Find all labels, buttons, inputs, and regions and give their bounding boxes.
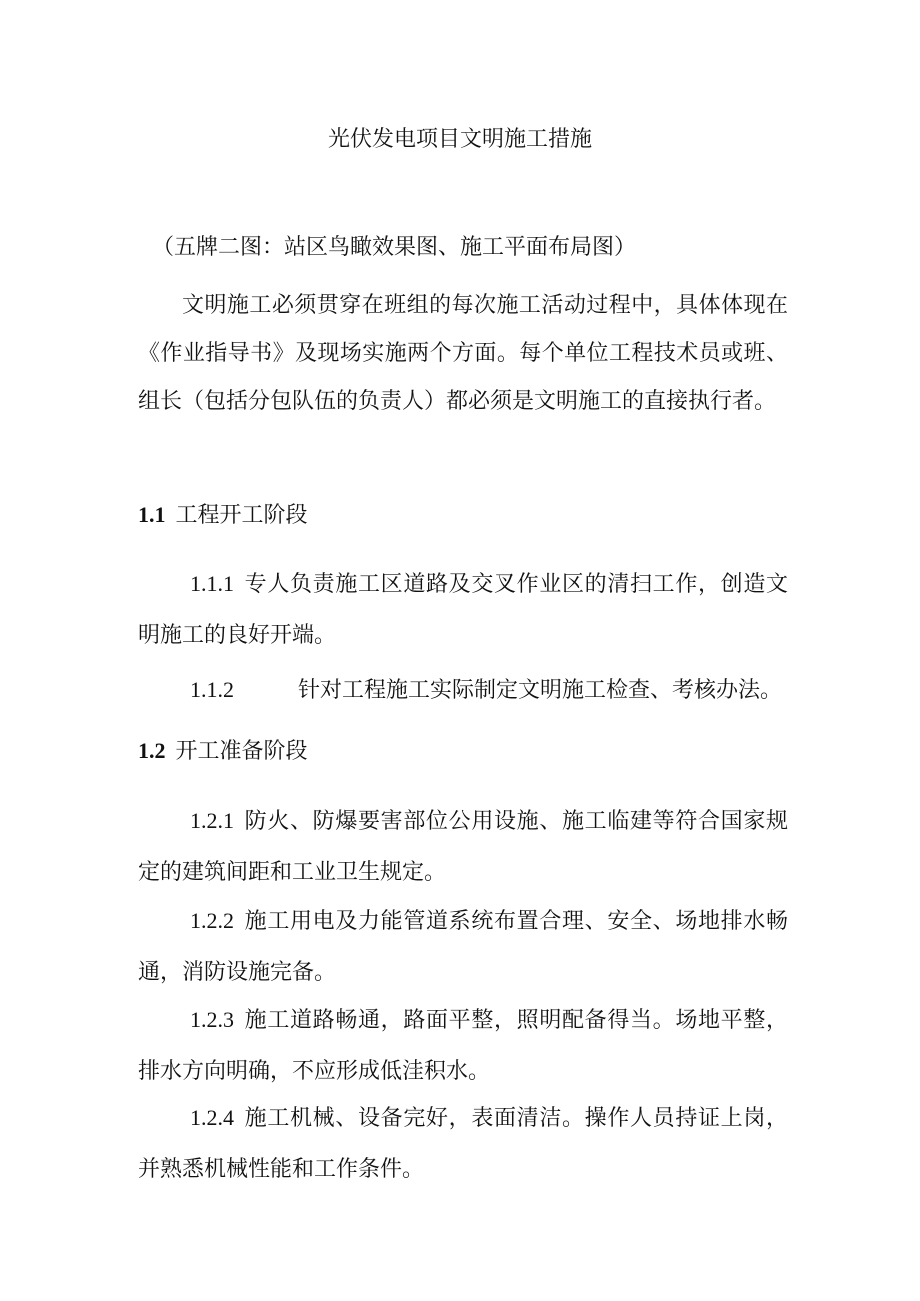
- item-text: 专人负责施工区道路及交叉作业区的清扫工作，创造文明施工的良好开端。: [138, 572, 788, 648]
- item-number: 1.2.4: [190, 1105, 234, 1130]
- list-item: [138, 795, 788, 898]
- item-number: 1.2.1: [190, 808, 234, 833]
- item-text: 施工用电及力能管道系统布置合理、安全、场地排水畅通，消防设施完备。: [138, 909, 788, 985]
- section-heading: [138, 499, 788, 532]
- item-text: 防火、防爆要害部位公用设施、施工临建等符合国家规定的建筑间距和工业卫生规定。: [138, 809, 788, 885]
- list-item: [138, 664, 788, 716]
- list-item: [138, 994, 788, 1097]
- section-title: 工程开工阶段: [175, 503, 308, 528]
- list-item: [138, 895, 788, 998]
- subtitle: （五牌二图：站区鸟瞰效果图、施工平面布局图）: [152, 235, 637, 260]
- item-number: 1.1.1: [190, 571, 234, 596]
- section-number: 1.1: [138, 502, 166, 527]
- intro-paragraph: 文明施工必须贯穿在班组的每次施工活动过程中，具体体现在《作业指导书》及现场实施两个方面。每个单位工程技术员或班、组长（包括分包队伍的负责人）都必须是文明施工的直接执行者。: [138, 293, 788, 414]
- item-text: 针对工程施工实际制定文明施工检查、考核办法。: [298, 678, 783, 703]
- list-item: [138, 558, 788, 661]
- section-heading: [138, 735, 788, 768]
- item-text: 施工机械、设备完好，表面清洁。操作人员持证上岗，并熟悉机械性能和工作条件。: [138, 1106, 788, 1182]
- section-number: 1.2: [138, 738, 166, 763]
- list-item: [138, 1092, 788, 1195]
- item-number: 1.2.3: [190, 1007, 234, 1032]
- section-title: 开工准备阶段: [175, 739, 308, 764]
- item-text: 施工道路畅通，路面平整，照明配备得当。场地平整，排水方向明确，不应形成低洼积水。: [138, 1008, 788, 1084]
- item-number: 1.1.2: [190, 677, 234, 702]
- item-number: 1.2.2: [190, 908, 234, 933]
- document-title: 光伏发电项目文明施工措施: [327, 127, 592, 152]
